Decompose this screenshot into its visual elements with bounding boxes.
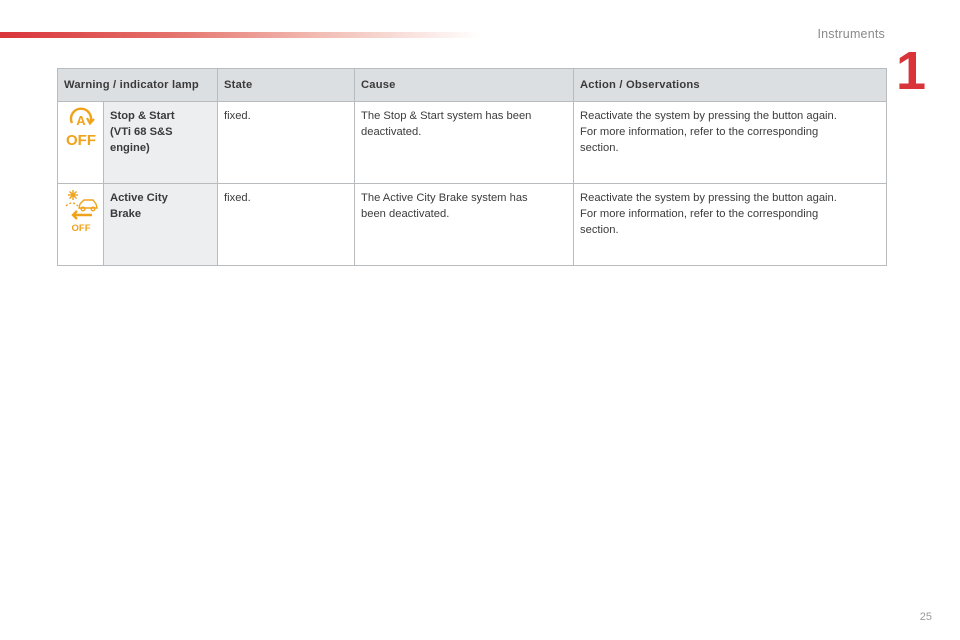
action-line: For more information, refer to the corresponding — [580, 126, 819, 138]
action-cell — [574, 184, 887, 266]
table-row — [58, 102, 887, 184]
action-line: section. — [580, 224, 619, 236]
active-city-brake-off-icon — [62, 188, 100, 234]
warning-lamps-table — [57, 68, 887, 266]
state-cell: fixed. — [218, 102, 355, 184]
lamp-name-cell — [104, 102, 218, 184]
page-number: 25 — [919, 611, 932, 623]
section-title: Instruments — [817, 27, 885, 41]
lamp-name-line: engine) — [110, 142, 150, 154]
chapter-number: 1 — [895, 41, 926, 101]
lamp-name-line: Brake — [110, 208, 142, 220]
table-header-row — [58, 69, 887, 102]
cause-line: been deactivated. — [361, 208, 450, 220]
cause-line: deactivated. — [361, 126, 422, 138]
cause-line: The Active City Brake system has — [361, 192, 528, 204]
cause-line: The Stop & Start system has been — [361, 110, 532, 122]
action-line: Reactivate the system by pressing the button again. — [580, 192, 837, 204]
stop-start-off-icon — [63, 106, 99, 150]
top-accent-bar — [0, 32, 480, 38]
column-header-action: Action / Observations — [574, 69, 887, 102]
lamp-icon-cell — [58, 184, 104, 266]
action-cell — [574, 102, 887, 184]
column-header-cause: Cause — [355, 69, 574, 102]
action-line: Reactivate the system by pressing the button again. — [580, 110, 837, 122]
lamp-name-line: (VTi 68 S&S — [110, 126, 173, 138]
lamp-name-line: Active City — [110, 192, 168, 204]
action-line: For more information, refer to the corresponding — [580, 208, 819, 220]
cause-cell — [355, 184, 574, 266]
lamp-name-line: Stop & Start — [110, 110, 175, 122]
table-row — [58, 184, 887, 266]
action-line: section. — [580, 142, 619, 154]
cause-cell — [355, 102, 574, 184]
stop-start-letter: A — [75, 113, 86, 128]
off-label: OFF — [65, 132, 96, 149]
lamp-icon-cell — [58, 102, 104, 184]
column-header-state: State — [218, 69, 355, 102]
state-cell: fixed. — [218, 184, 355, 266]
column-header-lamp: Warning / indicator lamp — [58, 69, 218, 102]
lamp-name-cell — [104, 184, 218, 266]
off-label: OFF — [71, 223, 90, 234]
